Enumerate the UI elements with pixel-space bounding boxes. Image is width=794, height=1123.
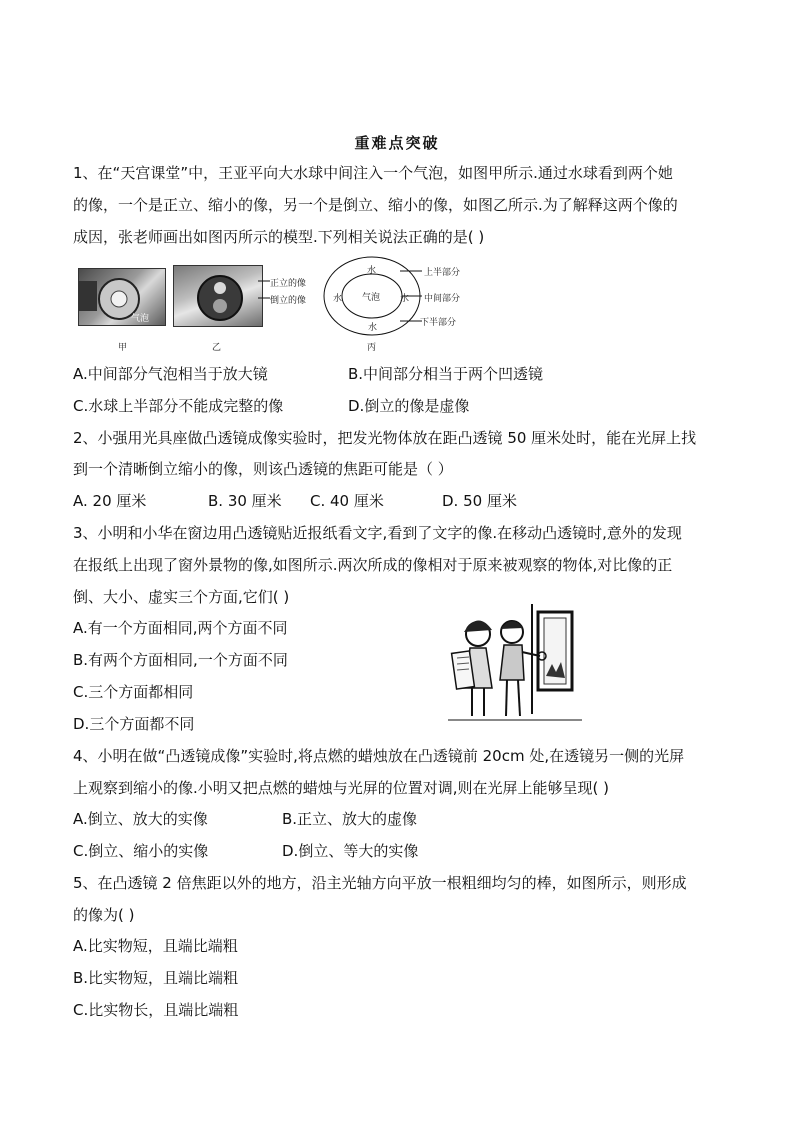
figure-bing-lower-label: 下半部分 xyxy=(420,318,457,328)
q3-window-illustration xyxy=(448,596,584,724)
q4-line-2: 上观察到缩小的像.小明又把点燃的蜡烛与光屏的位置对调,则在光屏上能够呈现( ) xyxy=(73,779,610,797)
figure-bing-water-top: 水 xyxy=(367,266,377,276)
q5-option-a: A.比实物短，且端比端粗 xyxy=(73,937,238,955)
q4-line-1: 4、小明在做“凸透镜成像”实验时,将点燃的蜡烛放在凸透镜前 20cm 处,在透镜另一侧的光屏 xyxy=(73,747,685,765)
figure-yi-upright-label: 正立的像 xyxy=(270,279,307,289)
q5-line-2: 的像为( ) xyxy=(73,906,135,924)
page-title: 重难点突破 xyxy=(354,134,440,152)
q3-option-c: C.三个方面都相同 xyxy=(73,683,194,701)
figure-jia-bubble-label: 气泡 xyxy=(131,314,150,324)
q3-line-2: 在报纸上出现了窗外景物的像,如图所示.两次所成的像相对于原来被观察的物体,对比像的正 xyxy=(73,556,673,574)
figure-jia-sketch xyxy=(79,269,165,325)
q1-line-2: 的像，一个是正立、缩小的像，另一个是倒立、缩小的像，如图乙所示.为了解释这两个像的 xyxy=(73,196,678,214)
q3-line-3: 倒、大小、虚实三个方面,它们( ) xyxy=(73,588,290,606)
q1-option-a: A.中间部分气泡相当于放大镜 xyxy=(73,365,268,383)
q5-option-c: C.比实物长，且端比端粗 xyxy=(73,1001,239,1019)
q4-option-b: B.正立、放大的虚像 xyxy=(282,810,418,828)
figure-bing-upper-label: 上半部分 xyxy=(424,268,461,278)
figure-yi-sketch xyxy=(174,266,262,326)
q2-option-b: B. 30 厘米 xyxy=(208,492,282,510)
q5-line-1: 5、在凸透镜 2 倍焦距以外的地方，沿主光轴方向平放一根粗细均匀的棒，如图所示，则形成 xyxy=(73,874,687,892)
q1-option-b: B.中间部分相当于两个凹透镜 xyxy=(348,365,544,383)
figure-yi-photo xyxy=(173,265,263,327)
q4-option-a: A.倒立、放大的实像 xyxy=(73,810,208,828)
q1-line-3: 成因，张老师画出如图丙所示的模型.下列相关说法正确的是( ) xyxy=(73,228,485,246)
q4-option-c: C.倒立、缩小的实像 xyxy=(73,842,209,860)
q3-option-d: D.三个方面都不同 xyxy=(73,715,195,733)
q5-option-b: B.比实物短，且端比端粗 xyxy=(73,969,239,987)
q2-line-1: 2、小强用光具座做凸透镜成像实验时，把发光物体放在距凸透镜 50 厘米处时，能在光屏上找 xyxy=(73,429,697,447)
figure-yi-inverted-label: 倒立的像 xyxy=(270,296,307,306)
figure-bing-water-left: 水 xyxy=(333,294,343,304)
q2-line-2: 到一个清晰倒立缩小的像，则该凸透镜的焦距可能是（ ） xyxy=(73,460,453,478)
q3-option-b: B.有两个方面相同,一个方面不同 xyxy=(73,651,288,669)
q3-line-1: 3、小明和小华在窗边用凸透镜贴近报纸看文字,看到了文字的像.在移动凸透镜时,意外的发现 xyxy=(73,524,682,542)
figure-bing-middle-label: 中间部分 xyxy=(424,294,461,304)
q4-option-d: D.倒立、等大的实像 xyxy=(282,842,419,860)
q2-option-c: C. 40 厘米 xyxy=(310,492,384,510)
q1-line-1: 1、在“天宫课堂”中，王亚平向大水球中间注入一个气泡，如图甲所示.通过水球看到两个她 xyxy=(73,164,673,182)
figure-bing-water-right: 水 xyxy=(400,294,410,304)
q1-option-d: D.倒立的像是虚像 xyxy=(348,397,470,415)
figure-bing-water-bottom: 水 xyxy=(368,323,378,333)
q1-option-c: C.水球上半部分不能成完整的像 xyxy=(73,397,284,415)
figure-yi-caption: 乙 xyxy=(212,343,222,353)
q2-option-d: D. 50 厘米 xyxy=(442,492,517,510)
figure-jia-caption: 甲 xyxy=(118,343,128,353)
q3-option-a: A.有一个方面相同,两个方面不同 xyxy=(73,619,288,637)
q2-option-a: A. 20 厘米 xyxy=(73,492,147,510)
figure-bing-bubble: 气泡 xyxy=(362,293,381,303)
figure-bing-caption: 丙 xyxy=(367,343,377,353)
figure-jia-photo xyxy=(78,268,166,326)
